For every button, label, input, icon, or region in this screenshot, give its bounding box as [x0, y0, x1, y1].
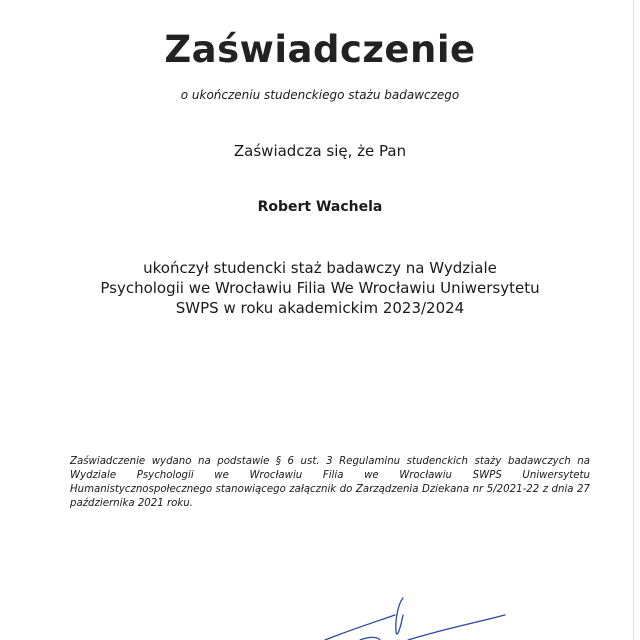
certificate-intro: Zaświadcza się, że Pan — [233, 142, 407, 160]
page-edge — [633, 0, 634, 640]
legal-footnote: Zaświadczenie wydano na podstawie § 6 ust. 3 Regulaminu studenckich staży badawczych na Wydziale Psychologii we Wrocławiu Filia we Wrocławiu SWPS Uniwersytetu Humanistycznospołecznego stanowiącego załącznik do Zarządzenia Dziekana nr 5/2021-22 z dnia 27 października 2021 roku. — [70, 456, 590, 509]
certificate-title: Zaświadczenie — [164, 28, 476, 71]
recipient-name: Robert Wachela — [257, 199, 383, 215]
certificate-body: ukończył studencki staż badawczy na Wydziale Psychologii we Wrocławiu Filia We Wrocławiu Uniwersytetu SWPS w roku akademickim 2023/2024 — [100, 259, 540, 317]
certificate-subtitle: o ukończeniu studenckiego stażu badawczego — [180, 88, 460, 102]
signature-image — [300, 580, 640, 640]
